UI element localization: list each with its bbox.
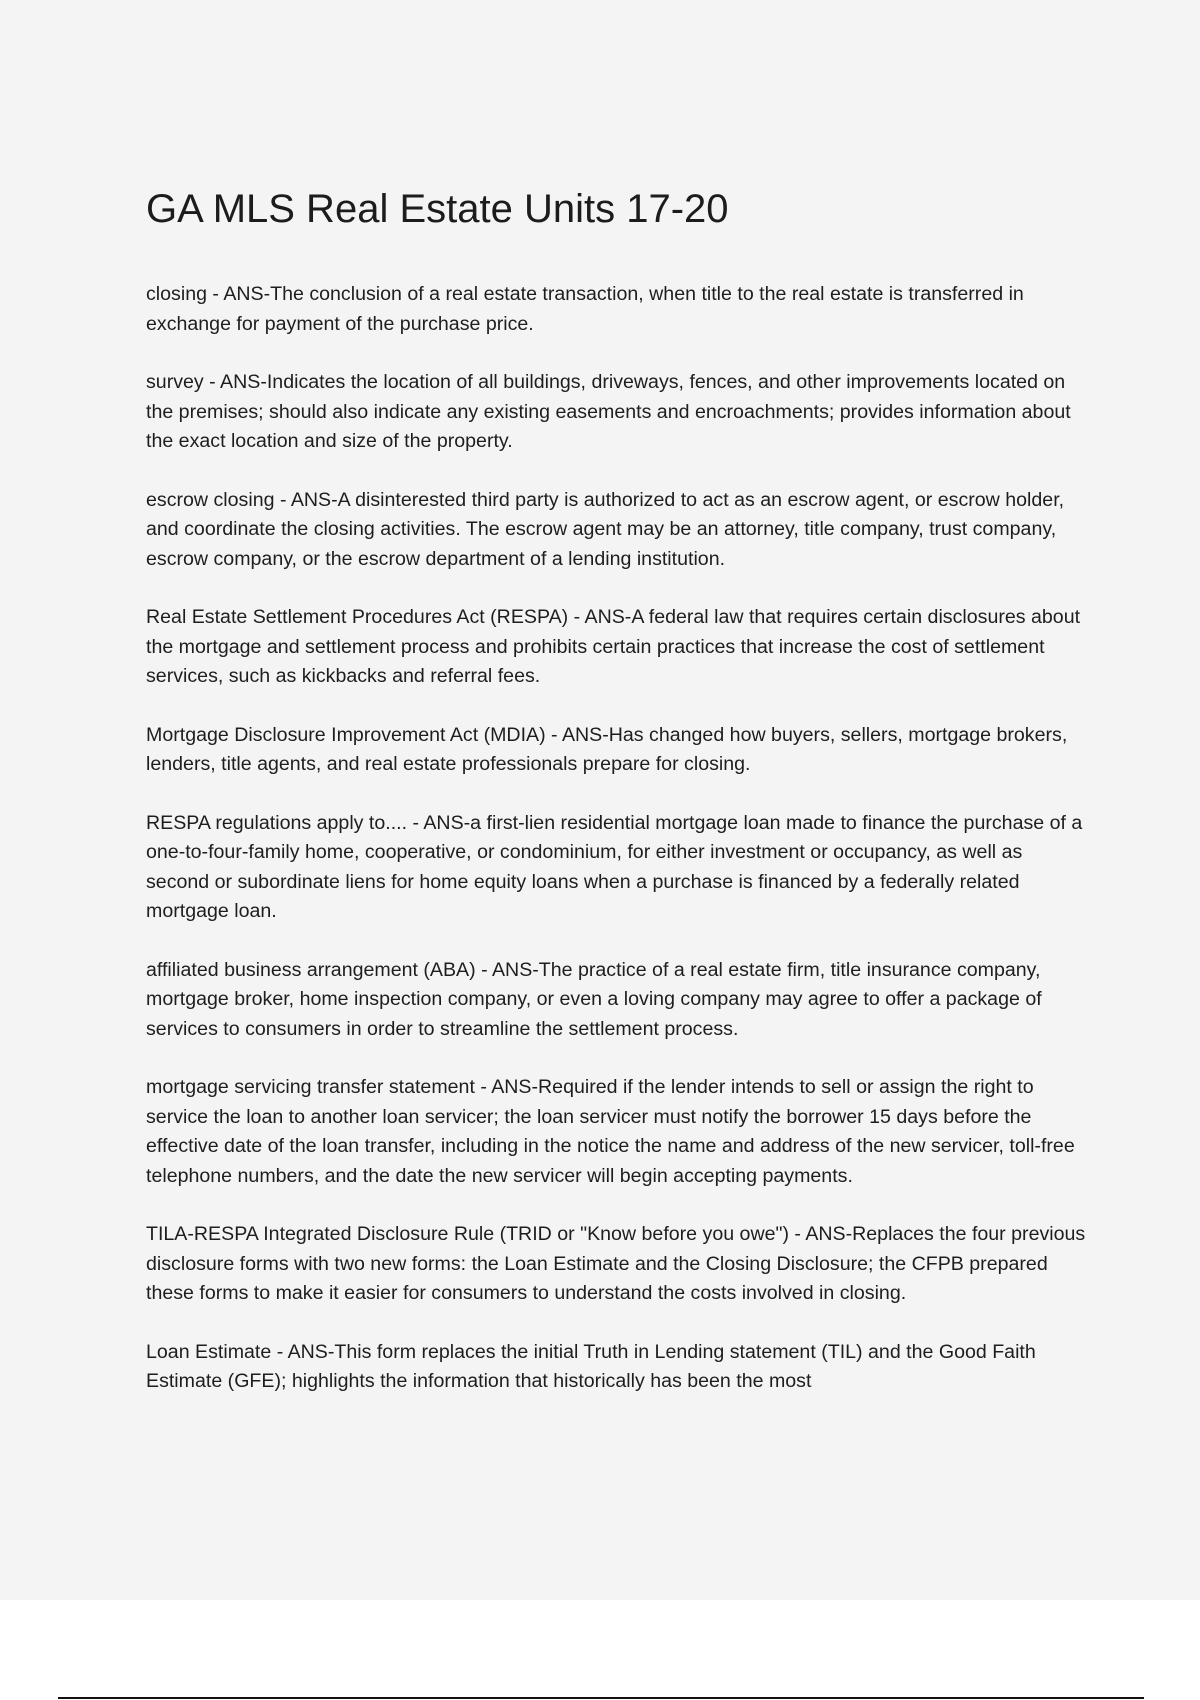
flashcard-entry-survey: survey - ANS-Indicates the location of all buildings, driveways, fences, and other improvements located on the premises; should also indicate any existing easements and encroachments; provides information about the exact location and size of the property. (146, 371, 1071, 452)
flashcard-entry-closing: closing - ANS-The conclusion of a real estate transaction, when title to the real estate is transferred in exchange for payment of the purchase price. (146, 283, 1024, 335)
bottom-divider (58, 1697, 1144, 1699)
flashcard-entry-respa-regulations: RESPA regulations apply to.... - ANS-a first-lien residential mortgage loan made to finance the purchase of a one-to-four-family home, cooperative, or condominium, for either investment or occupancy, as well as second or subordinate liens for home equity loans when a purchase is financed by a federally related mortgage loan. (146, 811, 1083, 922)
flashcard-list (146, 280, 1086, 1426)
flashcard-entry-aba: affiliated business arrangement (ABA) - ANS-The practice of a real estate firm, title insurance company, mortgage broker, home inspection company, or even a loving company may agree to offer a package of services to consumers in order to streamline the settlement process. (146, 958, 1042, 1040)
flashcard-entry-mdia: Mortgage Disclosure Improvement Act (MDIA) - ANS-Has changed how buyers, sellers, mortgage brokers, lenders, title agents, and real estate professionals prepare for closing. (146, 723, 1068, 775)
flashcard-entry-servicing-transfer: mortgage servicing transfer statement - ANS-Required if the lender intends to sell or assign the right to service the loan to another loan servicer; the loan servicer must notify the borrower 15 days before the effective date of the loan transfer, including in the notice the name and address of the new servicer, toll-free telephone numbers, and the date the new servicer will begin accepting payments. (146, 1076, 1075, 1187)
flashcard-entry-escrow-closing: escrow closing - ANS-A disinterested third party is authorized to act as an escrow agent, or escrow holder, and coordinate the closing activities. The escrow agent may be an attorney, title company, trust company, escrow company, or the escrow department of a lending institution. (146, 488, 1065, 570)
document-title: GA MLS Real Estate Units 17-20 (146, 187, 729, 231)
flashcard-entry-trid: TILA-RESPA Integrated Disclosure Rule (TRID or "Know before you owe") - ANS-Replaces the four previous disclosure forms with two new forms: the Loan Estimate and the Closing Disclosure; the CFPB prepared these forms to make it easier for consumers to understand the costs involved in closing. (146, 1223, 1086, 1304)
flashcard-entry-loan-estimate: Loan Estimate - ANS-This form replaces the initial Truth in Lending statement (TIL) and the Good Faith Estimate (GFE); highlights the information that historically has been the most (146, 1340, 1036, 1392)
flashcard-entry-respa: Real Estate Settlement Procedures Act (RESPA) - ANS-A federal law that requires certain disclosures about the mortgage and settlement process and prohibits certain practices that increase the cost of settlement services, such as kickbacks and referral fees. (146, 606, 1081, 687)
